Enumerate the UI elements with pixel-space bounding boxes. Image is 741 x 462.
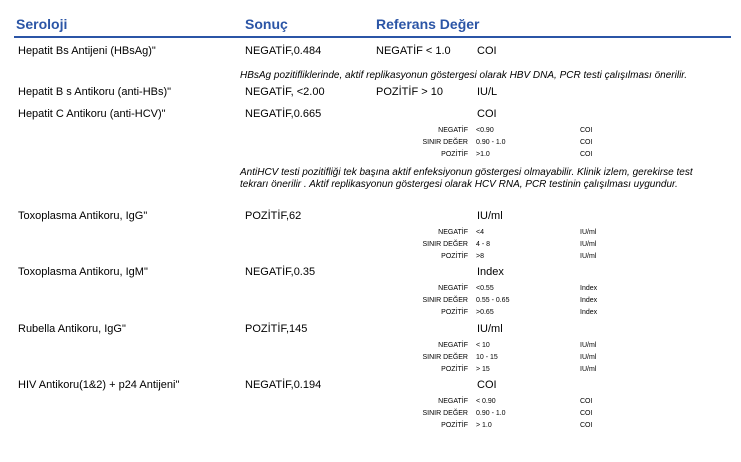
test-result: POZİTİF,62 bbox=[245, 210, 302, 222]
range-label: POZİTİF bbox=[441, 422, 468, 429]
range-unit: COI bbox=[580, 127, 593, 134]
test-unit: COI bbox=[477, 379, 497, 391]
test-unit: COI bbox=[477, 108, 497, 120]
range-label: POZİTİF bbox=[441, 366, 468, 373]
test-result: NEGATİF,0.665 bbox=[245, 108, 322, 120]
test-unit: Index bbox=[477, 266, 504, 278]
range-value: > 15 bbox=[476, 366, 490, 373]
test-name: HIV Antikoru(1&2) + p24 Antijeni" bbox=[18, 379, 180, 391]
range-value: >8 bbox=[476, 253, 484, 260]
range-value: <0.55 bbox=[476, 285, 494, 292]
range-value: < 10 bbox=[476, 342, 490, 349]
header-referans: Referans Değer bbox=[376, 16, 480, 32]
range-value: >0.65 bbox=[476, 309, 494, 316]
range-label: POZİTİF bbox=[441, 151, 468, 158]
range-unit: IU/ml bbox=[580, 253, 597, 260]
range-unit: Index bbox=[580, 285, 598, 292]
range-label: NEGATİF bbox=[438, 127, 468, 134]
range-value: 4 - 8 bbox=[476, 241, 491, 248]
test-name: Hepatit Bs Antijeni (HBsAg)" bbox=[18, 45, 156, 57]
range-value: <0.90 bbox=[476, 127, 494, 134]
test-unit: IU/L bbox=[477, 86, 498, 98]
header-rule bbox=[14, 36, 731, 38]
range-value: 0.90 - 1.0 bbox=[476, 139, 506, 146]
test-result: NEGATİF,0.35 bbox=[245, 266, 316, 278]
range-value: > 1.0 bbox=[476, 422, 492, 429]
range-unit: IU/ml bbox=[580, 354, 597, 361]
range-unit: IU/ml bbox=[580, 366, 597, 373]
range-label: NEGATİF bbox=[438, 342, 468, 349]
range-unit: IU/ml bbox=[580, 241, 597, 248]
range-label: SINIR DEĞER bbox=[422, 139, 468, 146]
range-unit: COI bbox=[580, 410, 593, 417]
test-name: Toxoplasma Antikoru, IgM" bbox=[18, 266, 148, 278]
range-label: SINIR DEĞER bbox=[422, 297, 468, 304]
range-label: NEGATİF bbox=[438, 229, 468, 236]
range-unit: Index bbox=[580, 309, 598, 316]
range-label: NEGATİF bbox=[438, 398, 468, 405]
range-label: SINIR DEĞER bbox=[422, 354, 468, 361]
range-value: < 0.90 bbox=[476, 398, 496, 405]
range-label: SINIR DEĞER bbox=[422, 410, 468, 417]
range-unit: COI bbox=[580, 151, 593, 158]
test-result: NEGATİF,0.484 bbox=[245, 45, 322, 57]
test-unit: COI bbox=[477, 45, 497, 57]
range-unit: IU/ml bbox=[580, 342, 597, 349]
test-result: NEGATİF, <2.00 bbox=[245, 86, 325, 98]
range-unit: Index bbox=[580, 297, 598, 304]
range-label: POZİTİF bbox=[441, 309, 468, 316]
test-unit: IU/ml bbox=[477, 323, 503, 335]
range-unit: COI bbox=[580, 398, 593, 405]
range-label: NEGATİF bbox=[438, 285, 468, 292]
test-result: NEGATİF,0.194 bbox=[245, 379, 322, 391]
range-value: >1.0 bbox=[476, 151, 490, 158]
range-value: 10 - 15 bbox=[476, 354, 498, 361]
test-name: Hepatit B s Antikoru (anti-HBs)" bbox=[18, 86, 172, 98]
range-value: 0.55 - 0.65 bbox=[476, 297, 510, 304]
header-seroloji: Seroloji bbox=[16, 16, 68, 32]
test-reference: NEGATİF < 1.0 bbox=[376, 45, 451, 57]
test-note: HBsAg pozitifliklerinde, aktif replikasyonun göstergesi olarak HBV DNA, PCR testi çalışılması önerilir. bbox=[240, 70, 688, 81]
range-label: SINIR DEĞER bbox=[422, 241, 468, 248]
test-result: POZİTİF,145 bbox=[245, 323, 308, 335]
test-name: Toxoplasma Antikoru, IgG" bbox=[18, 210, 148, 222]
range-label: POZİTİF bbox=[441, 253, 468, 260]
range-value: <4 bbox=[476, 229, 484, 236]
test-name: Rubella Antikoru, IgG" bbox=[18, 323, 126, 335]
test-name: Hepatit C Antikoru (anti-HCV)" bbox=[18, 108, 166, 120]
test-reference: POZİTİF > 10 bbox=[376, 86, 443, 98]
test-unit: IU/ml bbox=[477, 210, 503, 222]
test-note: AntiHCV testi pozitifliği tek başına aktif enfeksiyonun göstergesi olmayabilir. Klinik izlem, gerekirse test tekrarı önerilir . Aktif replikasyonun göstergesi olarak HCV RNA, PCR testinin çalışılması uygundur. bbox=[240, 167, 693, 190]
range-value: 0.90 - 1.0 bbox=[476, 410, 506, 417]
range-unit: IU/ml bbox=[580, 229, 597, 236]
range-unit: COI bbox=[580, 422, 593, 429]
range-unit: COI bbox=[580, 139, 593, 146]
header-sonuc: Sonuç bbox=[245, 16, 288, 32]
